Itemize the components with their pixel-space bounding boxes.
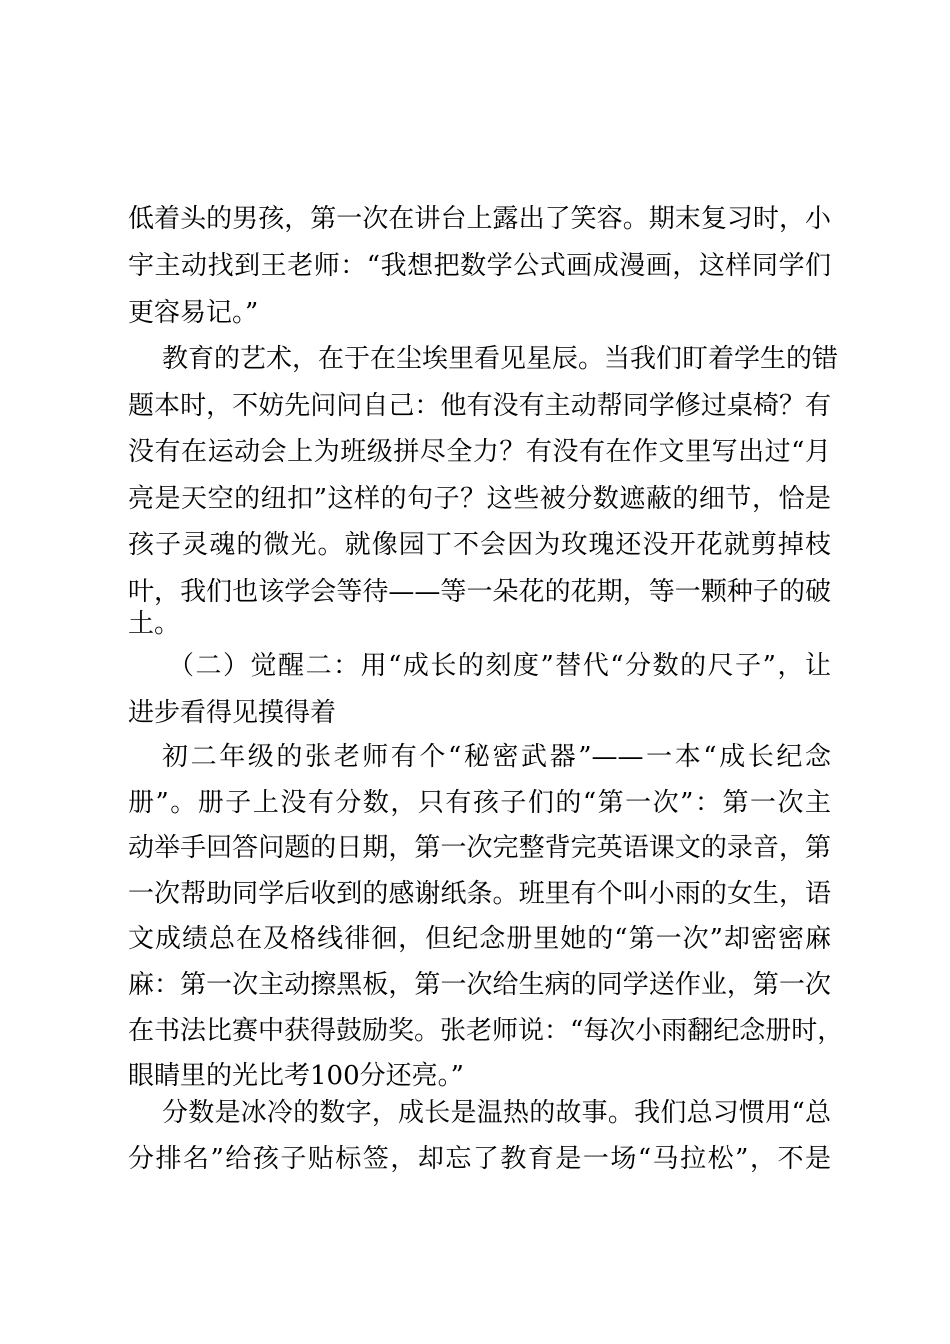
paragraph-line: 册”。册子上没有分数，只有孩子们的“第一次”：第一次主 xyxy=(128,788,831,818)
paragraph-line: 更容易记。” xyxy=(128,298,259,328)
paragraph-line: 文成绩总在及格线徘徊，但纪念册里她的“第一次”却密密麻 xyxy=(128,924,831,954)
paragraph-line: 土。 xyxy=(128,609,181,639)
paragraph-line: 动举手回答问题的日期，第一次完整背完英语课文的录音，第 xyxy=(128,833,831,863)
paragraph-line: 一次帮助同学后收到的感谢纸条。班里有个叫小雨的女生，语 xyxy=(128,879,831,909)
paragraph-line: 初二年级的张老师有个“秘密武器”——一本“成长纪念 xyxy=(162,742,831,772)
paragraph-line: 低着头的男孩，第一次在讲台上露出了笑容。期末复习时，小 xyxy=(128,204,831,234)
paragraph-line: 孩子灵魂的微光。就像园丁不会因为玫瑰还没开花就剪掉枝 xyxy=(128,530,831,560)
paragraph-line: 在书法比赛中获得鼓励奖。张老师说：“每次小雨翻纪念册时， xyxy=(128,1016,844,1046)
section-heading: （二）觉醒二：用“成长的刻度”替代“分数的尺子”，让 xyxy=(168,651,831,681)
paragraph-line: 分数是冰冷的数字，成长是温热的故事。我们总习惯用“总 xyxy=(162,1098,831,1128)
paragraph-line: 教育的艺术，在于在尘埃里看见星辰。当我们盯着学生的错 xyxy=(162,344,839,374)
paragraph-line: 麻：第一次主动擦黑板，第一次给生病的同学送作业，第一次 xyxy=(128,970,831,1000)
paragraph-line: 宇主动找到王老师：“我想把数学公式画成漫画，这样同学们 xyxy=(128,251,831,281)
section-heading: 进步看得见摸得着 xyxy=(128,698,337,728)
paragraph-line: 分排名”给孩子贴标签，却忘了教育是一场“马拉松”，不是 xyxy=(128,1144,831,1174)
paragraph-line: 眼睛里的光比考100分还亮。” xyxy=(128,1061,464,1091)
paragraph-line: 亮是天空的纽扣”这样的句子？这些被分数遮蔽的细节，恰是 xyxy=(128,484,831,514)
paragraph-line: 叶，我们也该学会等待——等一朵花的花期，等一颗种子的破 xyxy=(128,577,831,607)
paragraph-line: 没有在运动会上为班级拼尽全力？有没有在作文里写出过“月 xyxy=(128,437,831,467)
paragraph-line: 题本时，不妨先问问自己：他有没有主动帮同学修过桌椅？有 xyxy=(128,391,831,421)
